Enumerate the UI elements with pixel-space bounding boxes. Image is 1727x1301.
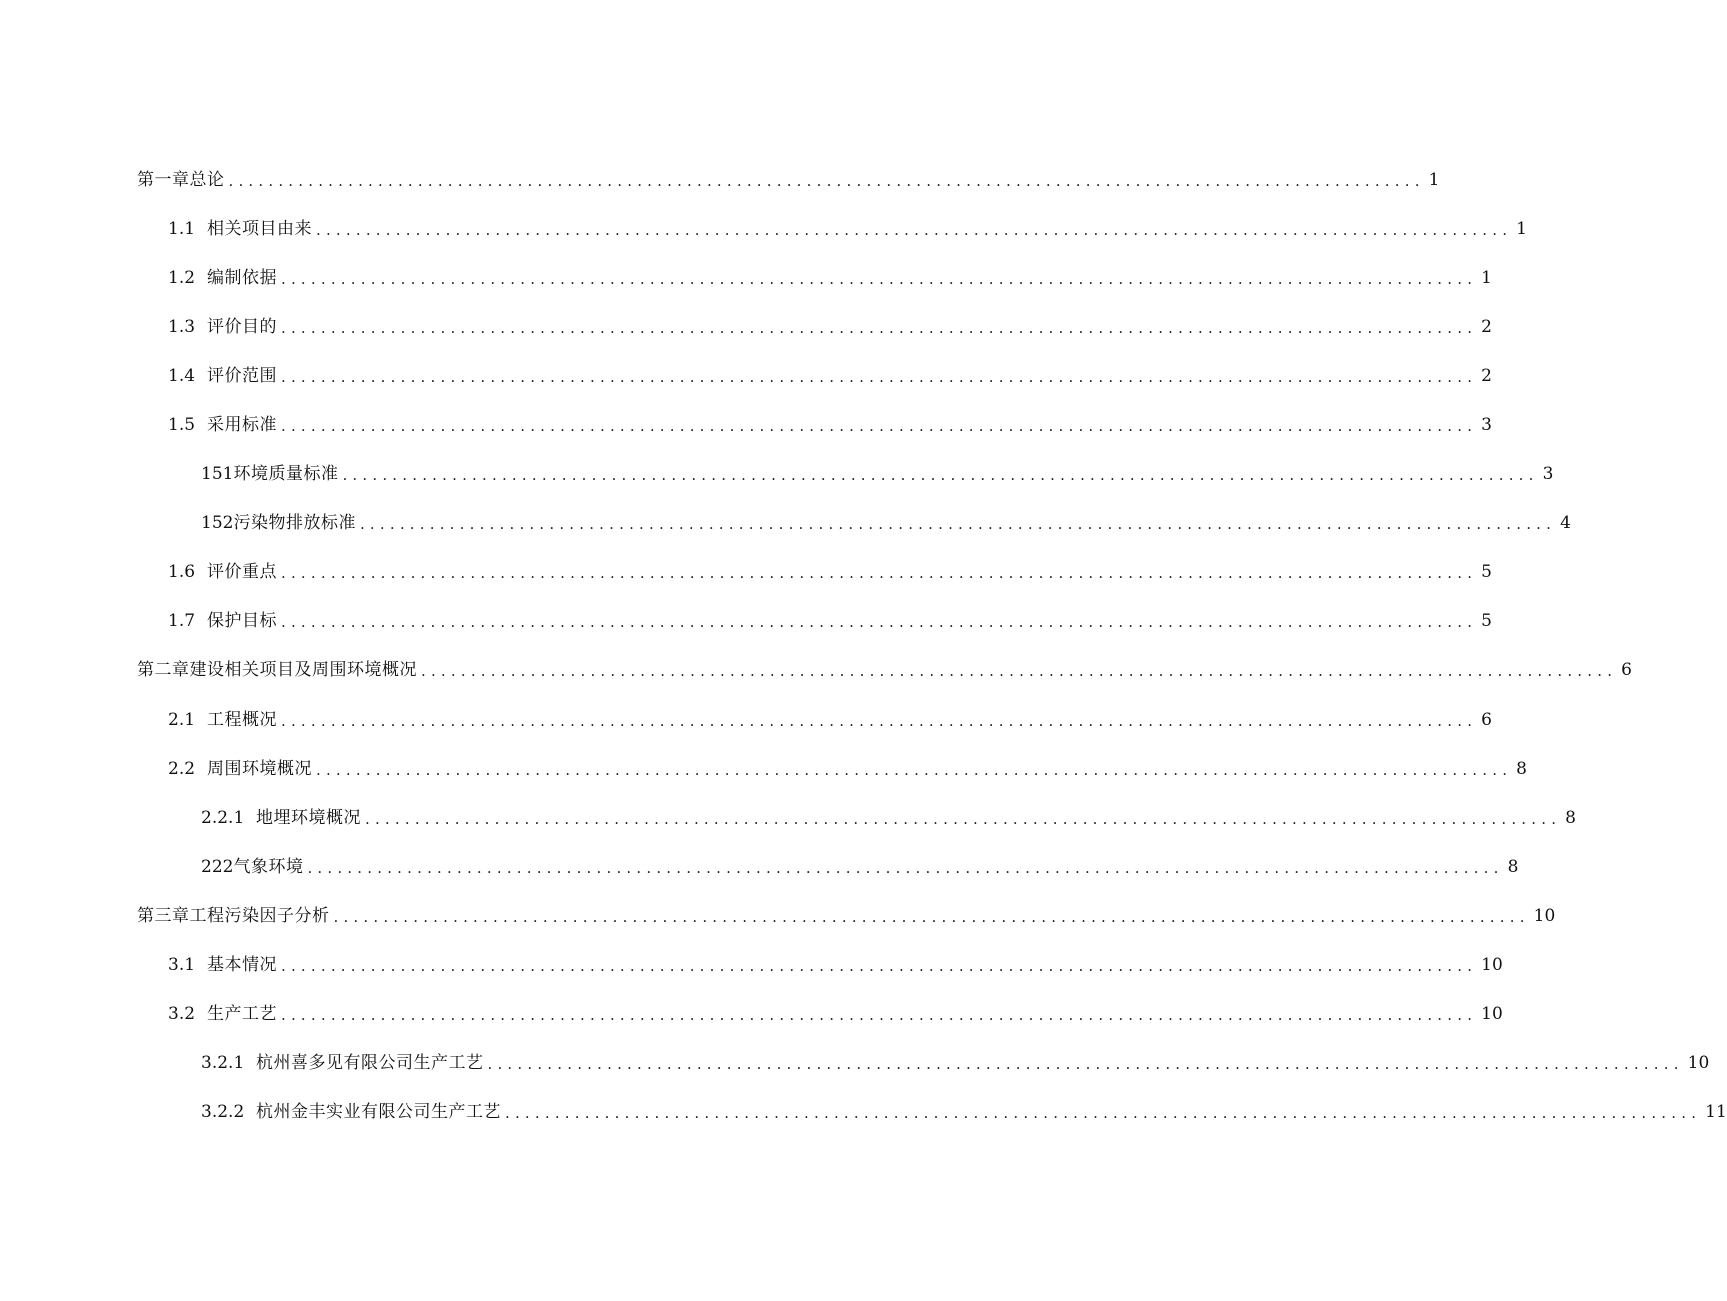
toc-entry-title: 评价范围 bbox=[207, 365, 277, 386]
toc-entry-title: 编制依据 bbox=[207, 267, 277, 288]
toc-entry-number: 2.2.1 bbox=[201, 807, 245, 828]
toc-entry-number: 2.2 bbox=[168, 758, 196, 779]
dot-leader: ........................................................................................................................ bbox=[281, 318, 1478, 337]
toc-entry-title: 采用标准 bbox=[207, 415, 277, 436]
toc-entry-page: 10 bbox=[1481, 955, 1503, 976]
toc-entry-title: 污染物排放标准 bbox=[233, 513, 356, 534]
dot-leader: ........................................................................................................................ bbox=[342, 466, 1539, 485]
toc-entry-title: 第三章工程污染因子分析 bbox=[137, 905, 330, 926]
toc-entry-page: 8 bbox=[1507, 856, 1519, 877]
toc-entry-page: 10 bbox=[1687, 1053, 1710, 1074]
toc-entry-page: 2 bbox=[1481, 316, 1492, 337]
toc-entry-title: 杭州喜多见有限公司生产工艺 bbox=[256, 1053, 484, 1074]
toc-entry-number: 3.1 bbox=[168, 955, 196, 976]
dot-leader: ........................................................................................................................ bbox=[228, 171, 1425, 190]
toc-entry-title: 气象环境 bbox=[233, 856, 304, 877]
toc-entry-chapter-2[interactable] bbox=[0, 646, 1632, 695]
toc-entry-page: 4 bbox=[1560, 513, 1571, 534]
toc-entry-page: 11 bbox=[1705, 1102, 1727, 1123]
toc-entry-page: 8 bbox=[1516, 758, 1527, 779]
toc-entry-page: 8 bbox=[1565, 807, 1576, 828]
toc-entry-page: 5 bbox=[1481, 562, 1492, 583]
toc-entry-page: 5 bbox=[1481, 611, 1492, 632]
toc-entry-section[interactable] bbox=[0, 548, 1492, 597]
toc-entry-section[interactable] bbox=[0, 204, 1527, 253]
toc-entry-page: 1 bbox=[1481, 267, 1492, 288]
toc-entry-number: 2.1 bbox=[168, 709, 196, 730]
dot-leader: ........................................................................................................................ bbox=[281, 957, 1478, 976]
dot-leader: ........................................................................................................................ bbox=[307, 858, 1504, 877]
toc-entry-section[interactable] bbox=[0, 253, 1492, 302]
toc-entry-title: 生产工艺 bbox=[207, 1004, 277, 1025]
toc-entry-title: 保护目标 bbox=[207, 611, 277, 632]
toc-entry-title: 地埋环境概况 bbox=[256, 807, 361, 828]
toc-entry-subsection[interactable] bbox=[0, 842, 1519, 891]
toc-entry-page: 10 bbox=[1533, 905, 1556, 926]
dot-leader: ........................................................................................................................ bbox=[421, 662, 1618, 681]
toc-entry-title: 第二章建设相关项目及周围环境概况 bbox=[137, 660, 417, 681]
toc-entry-number: 1.2 bbox=[168, 267, 196, 288]
toc-entry-title: 评价重点 bbox=[207, 562, 277, 583]
dot-leader: ........................................................................................................................ bbox=[365, 809, 1562, 828]
dot-leader: ........................................................................................................................ bbox=[281, 269, 1478, 288]
dot-leader: ........................................................................................................................ bbox=[316, 220, 1513, 239]
toc-entry-page: 3 bbox=[1481, 415, 1492, 436]
toc-entry-number: 3.2.1 bbox=[201, 1053, 245, 1074]
toc-entry-section[interactable] bbox=[0, 744, 1527, 793]
dot-leader: ........................................................................................................................ bbox=[487, 1055, 1684, 1074]
toc-entry-number: 151 bbox=[201, 464, 234, 485]
toc-entry-section[interactable] bbox=[0, 400, 1492, 449]
toc-entry-title: 相关项目由来 bbox=[207, 218, 312, 239]
toc-entry-number: 1.3 bbox=[168, 316, 196, 337]
dot-leader: ........................................................................................................................ bbox=[281, 417, 1478, 436]
toc-entry-section[interactable] bbox=[0, 351, 1492, 400]
toc-entry-title: 第一章总论 bbox=[137, 169, 225, 190]
toc-entry-chapter-3[interactable] bbox=[0, 891, 1556, 940]
toc-entry-number: 1.1 bbox=[168, 218, 196, 239]
toc-entry-chapter-1[interactable] bbox=[0, 155, 1440, 204]
toc-entry-subsection[interactable] bbox=[0, 793, 1576, 842]
toc-entry-title: 周围环境概况 bbox=[207, 758, 312, 779]
toc-entry-title: 评价目的 bbox=[207, 316, 277, 337]
toc-entry-number: 152 bbox=[201, 513, 234, 534]
toc-entry-title: 基本情况 bbox=[207, 955, 277, 976]
toc-entry-subsection[interactable] bbox=[0, 1088, 1727, 1137]
toc-entry-section[interactable] bbox=[0, 941, 1503, 990]
dot-leader: ........................................................................................................................ bbox=[281, 564, 1478, 583]
toc-entry-number: 1.7 bbox=[168, 611, 196, 632]
toc-entry-subsection[interactable] bbox=[0, 450, 1554, 499]
toc-entry-number: 1.6 bbox=[168, 562, 196, 583]
dot-leader: ........................................................................................................................ bbox=[505, 1104, 1702, 1123]
toc-entry-page: 6 bbox=[1621, 660, 1632, 681]
toc-entry-number: 3.2.2 bbox=[201, 1102, 245, 1123]
table-of-contents bbox=[0, 155, 1727, 1137]
toc-entry-number: 222 bbox=[201, 856, 234, 877]
toc-entry-number: 3.2 bbox=[168, 1004, 196, 1025]
dot-leader: ........................................................................................................................ bbox=[359, 515, 1557, 534]
toc-entry-page: 1 bbox=[1428, 169, 1440, 190]
dot-leader: ........................................................................................................................ bbox=[333, 907, 1530, 926]
toc-entry-title: 杭州金丰实业有限公司生产工艺 bbox=[256, 1102, 501, 1123]
dot-leader: ........................................................................................................................ bbox=[281, 711, 1478, 730]
toc-entry-section[interactable] bbox=[0, 695, 1492, 744]
toc-entry-subsection[interactable] bbox=[0, 1039, 1710, 1088]
toc-entry-page: 6 bbox=[1481, 709, 1492, 730]
dot-leader: ........................................................................................................................ bbox=[281, 613, 1478, 632]
toc-entry-title: 环境质量标准 bbox=[233, 464, 339, 485]
toc-entry-section[interactable] bbox=[0, 302, 1492, 351]
dot-leader: ........................................................................................................................ bbox=[316, 760, 1513, 779]
toc-entry-section[interactable] bbox=[0, 990, 1503, 1039]
toc-entry-page: 3 bbox=[1542, 464, 1554, 485]
toc-entry-page: 2 bbox=[1481, 365, 1492, 386]
toc-entry-subsection[interactable] bbox=[0, 499, 1571, 548]
toc-entry-page: 10 bbox=[1481, 1004, 1503, 1025]
toc-entry-page: 1 bbox=[1516, 218, 1527, 239]
dot-leader: ........................................................................................................................ bbox=[281, 367, 1478, 386]
toc-entry-title: 工程概况 bbox=[207, 709, 277, 730]
dot-leader: ........................................................................................................................ bbox=[281, 1006, 1478, 1025]
toc-entry-number: 1.4 bbox=[168, 365, 196, 386]
toc-entry-number: 1.5 bbox=[168, 415, 196, 436]
toc-entry-section[interactable] bbox=[0, 597, 1492, 646]
